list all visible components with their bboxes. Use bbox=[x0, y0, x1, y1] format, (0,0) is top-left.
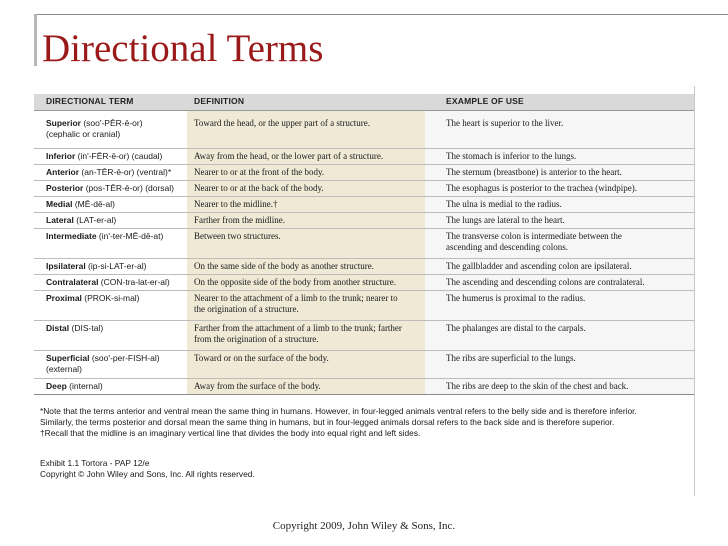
definition-cell: Between two structures. bbox=[194, 231, 281, 241]
side-rule bbox=[694, 86, 695, 496]
definition-cell: On the same side of the body as another structure. bbox=[194, 261, 374, 271]
term-cell: Deep (internal) bbox=[46, 381, 103, 391]
example-cell: The esophagus is posterior to the trachea (windpipe). bbox=[446, 183, 637, 193]
table-row bbox=[34, 378, 694, 395]
table-row bbox=[34, 320, 694, 349]
exhibit-attribution bbox=[40, 458, 255, 480]
example-cell: The ascending and descending colons are contralateral. bbox=[446, 277, 645, 287]
definition-cell: Farther from the midline. bbox=[194, 215, 285, 225]
top-rule bbox=[34, 14, 728, 15]
table-row bbox=[34, 350, 694, 379]
example-cell: The heart is superior to the liver. bbox=[446, 118, 564, 128]
example-cell: The phalanges are distal to the carpals. bbox=[446, 323, 586, 333]
exhibit-label: Exhibit 1.1 Tortora - PAP 12/e bbox=[40, 458, 150, 468]
example-cell: The stomach is inferior to the lungs. bbox=[446, 151, 577, 161]
example-cell: The humerus is proximal to the radius. bbox=[446, 293, 586, 303]
term-cell: Anterior (an-TĒR-ē-or) (ventral)* bbox=[46, 167, 172, 177]
definition-cell: Toward the head, or the upper part of a structure. bbox=[194, 118, 371, 128]
table-row bbox=[34, 180, 694, 197]
exhibit-figure bbox=[34, 94, 694, 494]
term-cell: Medial (MĒ-dē-al) bbox=[46, 199, 115, 209]
exhibit-copyright: Copyright © John Wiley and Sons, Inc. All rights reserved. bbox=[40, 469, 255, 479]
example-cell: The ulna is medial to the radius. bbox=[446, 199, 562, 209]
term-cell: Ipsilateral (ip-si-LAT-er-al) bbox=[46, 261, 147, 271]
definition-cell: On the opposite side of the body from another structure. bbox=[194, 277, 396, 287]
definition-cell: Nearer to or at the back of the body. bbox=[194, 183, 324, 193]
term-cell: Contralateral (CON-tra-lat-er-al) bbox=[46, 277, 170, 287]
note-anterior-ventral-line1: *Note that the terms anterior and ventral mean the same thing in humans. However, in four-legged animals ventral refers to the belly side and is therefore inferior. bbox=[40, 406, 637, 416]
table-row bbox=[34, 212, 694, 229]
definition-cell: Nearer to the attachment of a limb to the trunk; nearer to the origination of a structure. bbox=[194, 293, 398, 314]
example-cell: The ribs are deep to the skin of the chest and back. bbox=[446, 381, 629, 391]
term-cell: Intermediate (in'-ter-MĒ-dē-at) bbox=[46, 231, 164, 241]
term-cell: Posterior (pos-TĒR-ē-or) (dorsal) bbox=[46, 183, 175, 193]
header-example: EXAMPLE OF USE bbox=[446, 96, 524, 106]
table-bottom-rule bbox=[34, 394, 694, 395]
note-midline: †Recall that the midline is an imaginary vertical line that divides the body into equal right and left sides. bbox=[40, 428, 421, 438]
title-accent-bar bbox=[34, 14, 37, 66]
table-row bbox=[34, 228, 694, 259]
definition-cell: Away from the surface of the body. bbox=[194, 381, 321, 391]
slide-footer-copyright: Copyright 2009, John Wiley & Sons, Inc. bbox=[272, 520, 456, 532]
term-cell: Inferior (in'-FĒR-ē-or) (caudal) bbox=[46, 151, 163, 161]
header-directional-term: DIRECTIONAL TERM bbox=[46, 96, 134, 106]
example-cell: The ribs are superficial to the lungs. bbox=[446, 353, 576, 363]
definition-cell: Nearer to the midline.† bbox=[194, 199, 278, 209]
definition-cell: Nearer to or at the front of the body. bbox=[194, 167, 325, 177]
definition-cell: Toward or on the surface of the body. bbox=[194, 353, 329, 363]
example-cell: The lungs are lateral to the heart. bbox=[446, 215, 565, 225]
term-cell: Distal (DIS-tal) bbox=[46, 323, 104, 333]
table-row bbox=[34, 164, 694, 181]
term-cell: Proximal (PROK-si-mal) bbox=[46, 293, 140, 303]
definition-cell: Farther from the attachment of a limb to the trunk; farther from the origination of a structure. bbox=[194, 323, 402, 344]
term-cell: Superficial (soo'-per-FISH-al) (external) bbox=[46, 353, 160, 374]
note-anterior-ventral-line2: Similarly, the terms posterior and dorsal mean the same thing in humans, but in four-legged animals dorsal refers to the back side and is therefore superior. bbox=[40, 417, 615, 427]
definition-cell: Away from the head, or the lower part of a structure. bbox=[194, 151, 384, 161]
table-row bbox=[34, 274, 694, 291]
example-cell: The gallbladder and ascending colon are ipsilateral. bbox=[446, 261, 632, 271]
term-cell: Superior (soo'-PĒR-ē-or) (cephalic or cranial) bbox=[46, 118, 143, 139]
table-row bbox=[34, 116, 694, 146]
table-row bbox=[34, 196, 694, 213]
term-cell: Lateral (LAT-er-al) bbox=[46, 215, 117, 225]
slide-title: Directional Terms bbox=[42, 27, 324, 70]
table-header-row bbox=[34, 94, 694, 111]
table-row bbox=[34, 148, 694, 165]
directional-terms-table bbox=[34, 94, 694, 396]
header-definition: DEFINITION bbox=[194, 96, 245, 106]
table-row bbox=[34, 258, 694, 275]
table-row bbox=[34, 290, 694, 319]
example-cell: The sternum (breastbone) is anterior to the heart. bbox=[446, 167, 622, 177]
example-cell: The transverse colon is intermediate between the ascending and descending colons. bbox=[446, 231, 622, 252]
